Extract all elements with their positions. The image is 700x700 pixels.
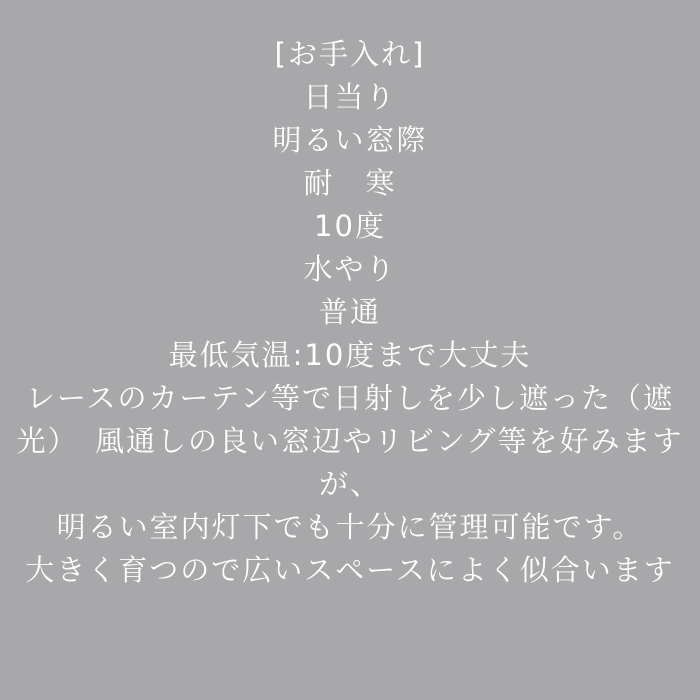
text-line-sunlight-label: 日当り bbox=[303, 80, 397, 114]
text-line-watering-value: 普通 bbox=[318, 295, 381, 329]
text-line-description-3: が、 bbox=[318, 467, 381, 501]
text-line-description-2: 光） 風通しの良い窓辺やリビング等を好みます bbox=[16, 424, 684, 458]
text-line-sunlight-value: 明るい窓際 bbox=[272, 123, 428, 157]
text-line-description-5: 大きく育つので広いスペースによく似合います bbox=[25, 553, 675, 587]
text-line-cold-tolerance-label: 耐 寒 bbox=[303, 166, 397, 200]
text-line-description-4: 明るい室内灯下でも十分に管理可能です。 bbox=[56, 510, 644, 544]
text-line-watering-label: 水やり bbox=[303, 252, 397, 286]
care-heading: [お手入れ] bbox=[274, 37, 426, 71]
text-line-description-1: レースのカーテン等で日射しを少し遮った（遮 bbox=[25, 381, 675, 415]
text-line-min-temp: 最低気温:10度まで大丈夫 bbox=[168, 338, 532, 372]
care-info-text bbox=[0, 33, 700, 592]
text-line-cold-tolerance-value: 10度 bbox=[314, 209, 386, 243]
